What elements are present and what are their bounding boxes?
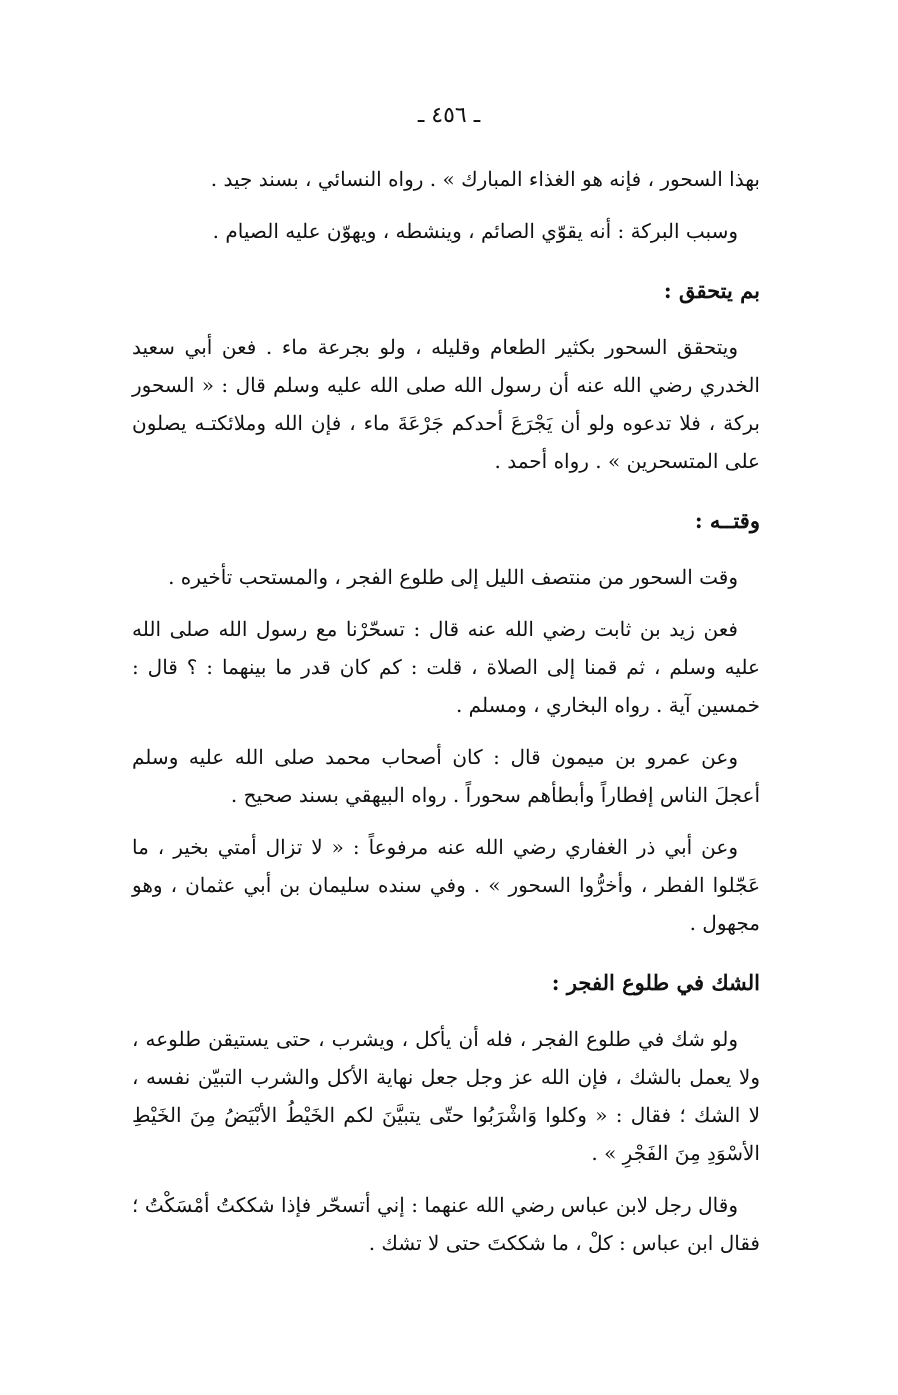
paragraph-3: ويتحقق السحور بكثير الطعام وقليله ، ولو بجرعة ماء . فعن أبي سعيد الخدري رضي الله عنه أن رسول الله صلى الله عليه وسلم قال : « السحور بركة ، فلا تدعوه ولو أن يَجْرَعَ أحدكم جَرْعَةَ ماء ، فإن الله وملائكتـه يصلون على المتسحرين » . رواه أحمد . [132, 335, 760, 473]
heading-doubt-dawn: الشك في طلوع الفجر : [551, 970, 760, 995]
heading-its-time: وقتــه : [694, 508, 760, 533]
paragraph-6: وعن عمرو بن ميمون قال : كان أصحاب محمد صلى الله عليه وسلم أعجلَ الناس إفطاراً وأبطأهم سحوراً . رواه البيهقي بسند صحيح . [132, 745, 760, 807]
paragraph-5: فعن زيد بن ثابت رضي الله عنه قال : تسحّرْنا مع رسول الله صلى الله عليه وسلم ، ثم قمنا إلى الصلاة ، قلت : كم كان قدر ما بينهما : ؟ قال : خمسين آية . رواه البخاري ، ومسلم . [132, 617, 760, 717]
heading-how-achieved: بم يتحقق : [663, 278, 760, 303]
page-number: ـ ٤٥٦ ـ [417, 103, 481, 128]
paragraph-2: وسبب البركة : أنه يقوّي الصائم ، وينشطه ، ويهوّن عليه الصيام . [212, 219, 738, 243]
paragraph-8: ولو شك في طلوع الفجر ، فله أن يأكل ، ويشرب ، حتى يستيقن طلوعه ، ولا يعمل بالشك ، فإن الله عز وجل جعل نهاية الأكل والشرب التبيّن نفسه ، لا الشك ؛ فقال : « وكلوا وَاشْرَبُوا حتّى يتبيَّنَ لكم الخَيْطُ الأبْيَضُ مِنَ الخَيْطِ الأسْوَدِ مِنَ الفَجْرِ » . [132, 1027, 760, 1165]
page-body [132, 160, 760, 1276]
paragraph-4: وقت السحور من منتصف الليل إلى طلوع الفجر ، والمستحب تأخيره . [168, 565, 738, 589]
paragraph-7: وعن أبي ذر الغفاري رضي الله عنه مرفوعاً : « لا تزال أمتي بخير ، ما عَجّلوا الفطر ، وأخرُّوا السحور » . وفي سنده سليمان بن أبي عثمان ، وهو مجهول . [132, 835, 760, 935]
paragraph-1: بهذا السحور ، فإنه هو الغذاء المبارك » . رواه النسائي ، بسند جيد . [210, 167, 760, 191]
paragraph-9: وقال رجل لابن عباس رضي الله عنهما : إني أتسحّر فإذا شككتُ أمْسَكْتُ ؛ فقال ابن عباس : كلْ ، ما شككتَ حتى لا تشك . [132, 1193, 760, 1255]
